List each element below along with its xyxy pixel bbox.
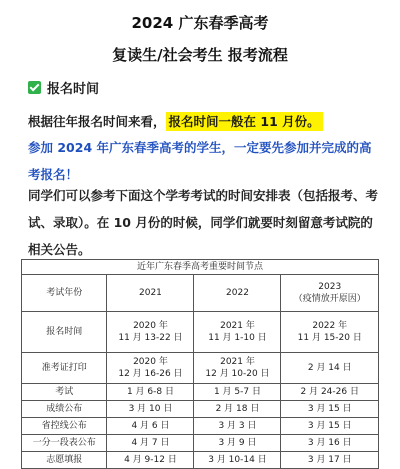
table-cell: 1 月 5-7 日 (194, 384, 281, 401)
table-row (22, 435, 379, 452)
table-cell: 3 月 16 日 (281, 435, 379, 452)
table-cell: 3 月 9 日 (194, 435, 281, 452)
table-cell: 3 月 3 日 (194, 418, 281, 435)
table-cell: 3 月 15 日 (281, 418, 379, 435)
table-cell: 一分一段表公布 (22, 435, 107, 452)
table-row (22, 384, 379, 401)
table-cell: 2021 (107, 275, 194, 312)
table-cell: 2021 年 11 月 1-10 日 (194, 312, 281, 353)
table-row (22, 401, 379, 418)
table-cell: 3 月 10-14 日 (194, 452, 281, 469)
table-caption: 近年广东春季高考重要时间节点 (22, 260, 379, 275)
table-cell: 志愿填报 (22, 452, 107, 469)
table-cell: 2020 年 11 月 13-22 日 (107, 312, 194, 353)
table-cell: 2023 （疫情放开原因） (281, 275, 379, 312)
table-cell: 2020 年 12 月 16-26 日 (107, 353, 194, 384)
paragraph-notice: 参加 2024 年广东春季高考的学生，一定要先参加并完成的高考报名！ (28, 140, 372, 182)
page-title: 2024 广东春季高考 (131, 14, 269, 32)
highlighted-text: 报名时间一般在 11 月份。 (166, 112, 323, 131)
check-icon (28, 81, 41, 94)
table-cell: 2022 (194, 275, 281, 312)
paragraph-registration-text: 根据往年报名时间来看， (28, 114, 166, 129)
table-header-row (22, 275, 379, 312)
table-cell: 省控线公布 (22, 418, 107, 435)
table-cell: 2021 年 12 月 10-20 日 (194, 353, 281, 384)
table-cell: 成绩公布 (22, 401, 107, 418)
table-cell: 3 月 10 日 (107, 401, 194, 418)
section-heading (28, 78, 99, 97)
table-row (22, 312, 379, 353)
table-row (22, 353, 379, 384)
table-cell: 4 月 6 日 (107, 418, 194, 435)
table-cell: 4 月 9-12 日 (107, 452, 194, 469)
schedule-table (21, 259, 379, 469)
section-label: 报名时间 (47, 82, 100, 97)
table-cell: 3 月 15 日 (281, 401, 379, 418)
table-cell: 1 月 6-8 日 (107, 384, 194, 401)
table-cell: 报名时间 (22, 312, 107, 353)
table-cell: 准考证打印 (22, 353, 107, 384)
paragraph-registration (28, 108, 380, 135)
table-cell: 2 月 18 日 (194, 401, 281, 418)
table-cell: 2022 年 11 月 15-20 日 (281, 312, 379, 353)
paragraph-reference: 同学们可以参考下面这个学考考试的时间安排表（包括报考、考试、录取）。在 10 月份的时候，同学们就要时刻留意考试院的相关公告。 (28, 188, 379, 257)
table-cell: 考试 (22, 384, 107, 401)
page-subtitle: 复读生/社会考生 报考流程 (112, 46, 288, 64)
table-row (22, 452, 379, 469)
table-cell: 2 月 14 日 (281, 353, 379, 384)
table-row (22, 418, 379, 435)
table-cell: 3 月 17 日 (281, 452, 379, 469)
table-cell: 4 月 7 日 (107, 435, 194, 452)
table-cell: 2 月 24-26 日 (281, 384, 379, 401)
table-cell: 考试年份 (22, 275, 107, 312)
